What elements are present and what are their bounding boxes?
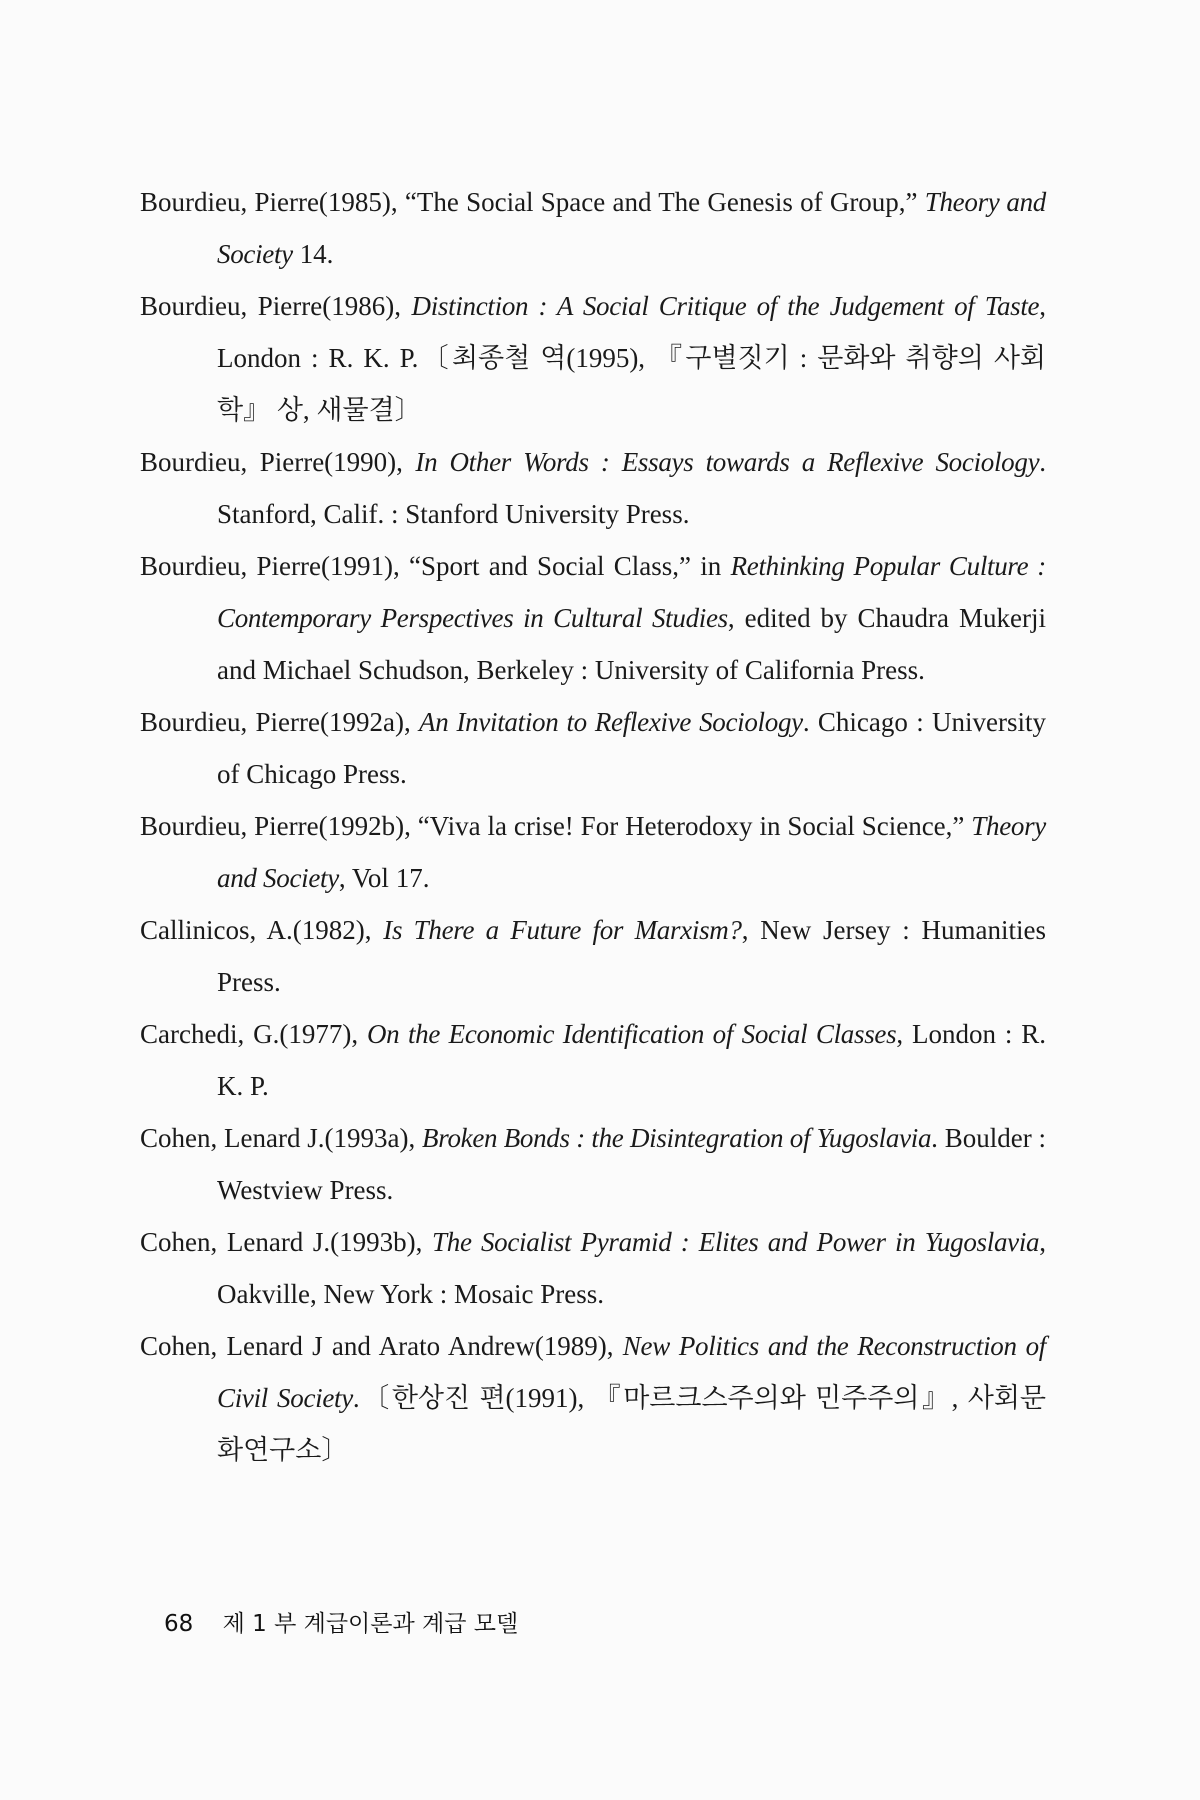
reference-text: Cohen, Lenard J.(1993b), — [140, 1227, 433, 1257]
reference-entry — [140, 1008, 1046, 1112]
reference-text: , London : R. K. P.〔최종철 역(1995), 『구별짓기 : 문화와 취향의 사회학』 상, 새물결〕 — [217, 291, 1046, 425]
reference-text: , Oakville, New York : Mosaic Press. — [217, 1227, 1046, 1309]
reference-text: Callinicos, A.(1982), — [140, 915, 384, 945]
reference-title: Broken Bonds : the Disintegration of Yugoslavia — [422, 1123, 932, 1153]
reference-title: Theory and Society — [217, 811, 1046, 893]
reference-text: , edited by Chaudra Mukerji and Michael Schudson, Berkeley : University of California Press. — [217, 603, 1046, 685]
page-footer — [164, 1605, 518, 1638]
reference-title: Distinction : A Social Critique of the Judgement of Taste — [411, 291, 1040, 321]
reference-text: Bourdieu, Pierre(1991), “Sport and Social Class,” in — [140, 551, 731, 581]
reference-entry — [140, 904, 1046, 1008]
reference-title: Rethinking Popular Culture : Contemporary Perspectives in Cultural Studies — [217, 551, 1046, 633]
reference-entry — [140, 176, 1046, 280]
reference-text: Bourdieu, Pierre(1992a), — [140, 707, 420, 737]
reference-text: Bourdieu, Pierre(1985), “The Social Space and The Genesis of Group,” — [140, 187, 925, 217]
reference-text: , Vol 17. — [338, 863, 430, 893]
reference-text: Cohen, Lenard J and Arato Andrew(1989), — [140, 1331, 623, 1361]
reference-title: Is There a Future for Marxism? — [383, 915, 742, 945]
reference-entry — [140, 1112, 1046, 1216]
reference-entry — [140, 436, 1046, 540]
reference-entry — [140, 280, 1046, 436]
reference-text: , New Jersey : Humanities Press. — [217, 915, 1046, 997]
page-number: 68 — [164, 1611, 194, 1637]
reference-text: . Boulder : Westview Press. — [217, 1123, 1046, 1205]
reference-title: In Other Words : Essays towards a Reflexive Sociology — [415, 447, 1040, 477]
reference-title: New Politics and the Reconstruction of Civil Society — [217, 1331, 1047, 1413]
reference-title: On the Economic Identification of Social Classes — [366, 1019, 897, 1049]
reference-text: .〔한상진 편(1991), 『마르크스주의와 민주주의』, 사회문화연구소〕 — [217, 1383, 1046, 1465]
running-head: 제 1 부 계급이론과 계급 모델 — [222, 1611, 519, 1637]
reference-text: Cohen, Lenard J.(1993a), — [140, 1123, 423, 1153]
reference-title: The Socialist Pyramid : Elites and Power in Yugoslavia — [432, 1227, 1040, 1257]
reference-entry — [140, 800, 1046, 904]
reference-list — [140, 176, 1046, 1476]
reference-text: , London : R. K. P. — [217, 1019, 1046, 1101]
reference-text: Carchedi, G.(1977), — [140, 1019, 367, 1049]
reference-text: . Chicago : University of Chicago Press. — [217, 707, 1047, 789]
reference-text: Bourdieu, Pierre(1990), — [140, 447, 416, 477]
reference-text: . Stanford, Calif. : Stanford University Press. — [217, 447, 1047, 529]
reference-entry — [140, 1216, 1046, 1320]
reference-text: Bourdieu, Pierre(1986), — [140, 291, 412, 321]
reference-text: 14. — [292, 239, 334, 269]
reference-entry — [140, 540, 1046, 696]
reference-text: Bourdieu, Pierre(1992b), “Viva la crise! For Heterodoxy in Social Science,” — [140, 811, 972, 841]
reference-title: An Invitation to Reflexive Sociology — [419, 707, 803, 737]
reference-entry — [140, 696, 1046, 800]
reference-entry — [140, 1320, 1046, 1476]
reference-title: Theory and Society — [217, 187, 1046, 269]
